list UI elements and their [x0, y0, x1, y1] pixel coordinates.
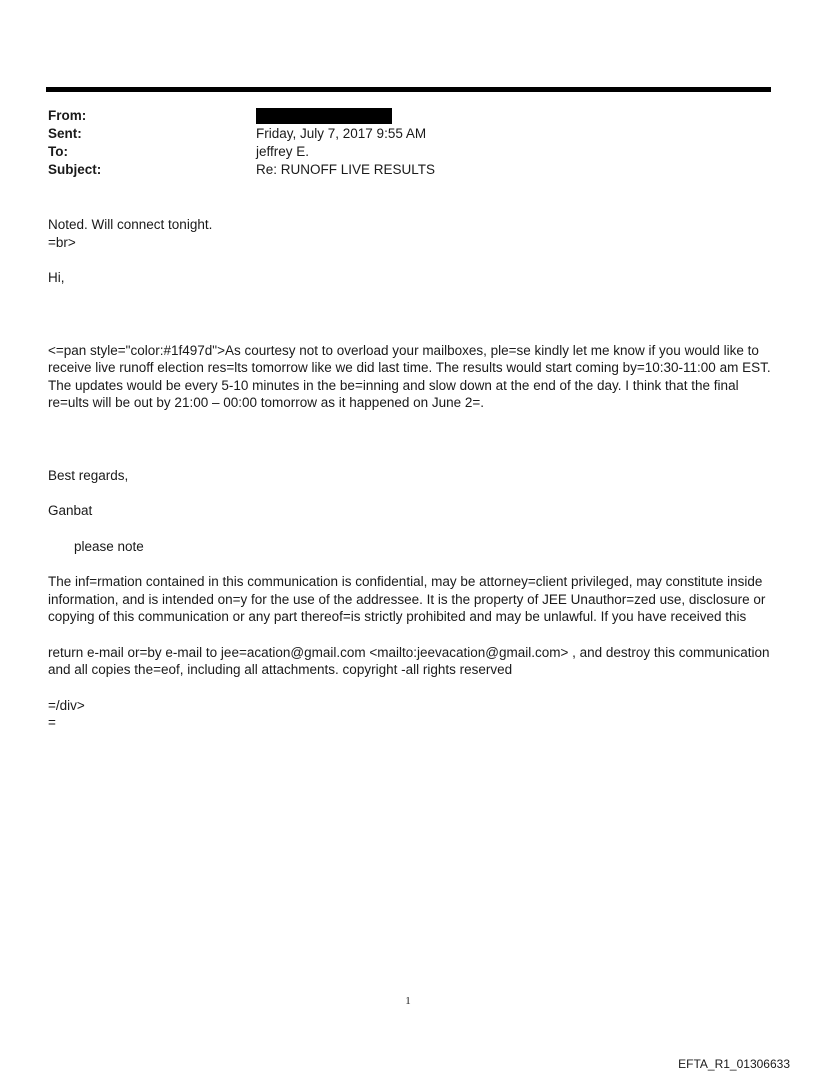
greeting: Hi,: [48, 270, 65, 285]
from-value: [256, 107, 392, 125]
email-body: [48, 216, 778, 732]
to-row: [48, 143, 435, 161]
subject-row: [48, 161, 435, 179]
subject-value: Re: RUNOFF LIVE RESULTS: [256, 162, 436, 177]
from-label: From:: [48, 108, 87, 123]
header-rule: [46, 87, 771, 92]
to-label: To:: [48, 144, 68, 159]
page-number: 1: [405, 995, 411, 1007]
sent-value: Friday, July 7, 2017 9:55 AM: [256, 126, 427, 141]
trailing-equals: =: [48, 715, 56, 730]
sent-label: Sent:: [48, 126, 82, 141]
from-row: [48, 107, 435, 125]
artifact-line: =br>: [48, 234, 76, 250]
subject-label: Subject:: [48, 162, 102, 177]
redaction-block: [256, 108, 392, 124]
closing: Best regards,: [48, 467, 129, 483]
note-line: please note: [74, 538, 144, 554]
disclaimer-paragraph-1: The inf=rmation contained in this communication is confidential, may be attorney=client privileged, may constitute inside information, and is intended on=y for the use of the addressee. It is the property of JEE Unauthor=zed use, disclosure or copying of this communication or any part thereof=is strictly prohibited and may be unlawful. If you have received this: [48, 574, 766, 624]
to-value: jeffrey E.: [256, 144, 310, 159]
disclaimer-paragraph-2: return e-mail or=by e-mail to jee=acation@gmail.com <mailto:jeevacation@gmail.com> , and destroy this communication and all copies the=eof, including all attachments. copyright -all rights reserved: [48, 644, 770, 677]
closing-tag-line: =/div>: [48, 697, 85, 713]
sent-row: [48, 125, 435, 143]
message-paragraph: <=pan style="color:#1f497d">As courtesy not to overload your mailboxes, ple=se kindly let me know if you would like to receive live runoff election res=lts tomorrow like we did last time. The results would start coming by=10:30-11:00 am EST. The updates would be every 5-10 minutes in the be=inning and slow down at the end of the day. I think that the final re=ults will be out by 21:00 – 00:00 tomorrow as it happened on June 2=.: [48, 342, 771, 410]
signature: Ganbat: [48, 503, 93, 518]
bates-number: EFTA_R1_01306633: [678, 1057, 790, 1071]
reply-line: Noted. Will connect tonight.: [48, 217, 213, 232]
email-header: [48, 107, 435, 179]
